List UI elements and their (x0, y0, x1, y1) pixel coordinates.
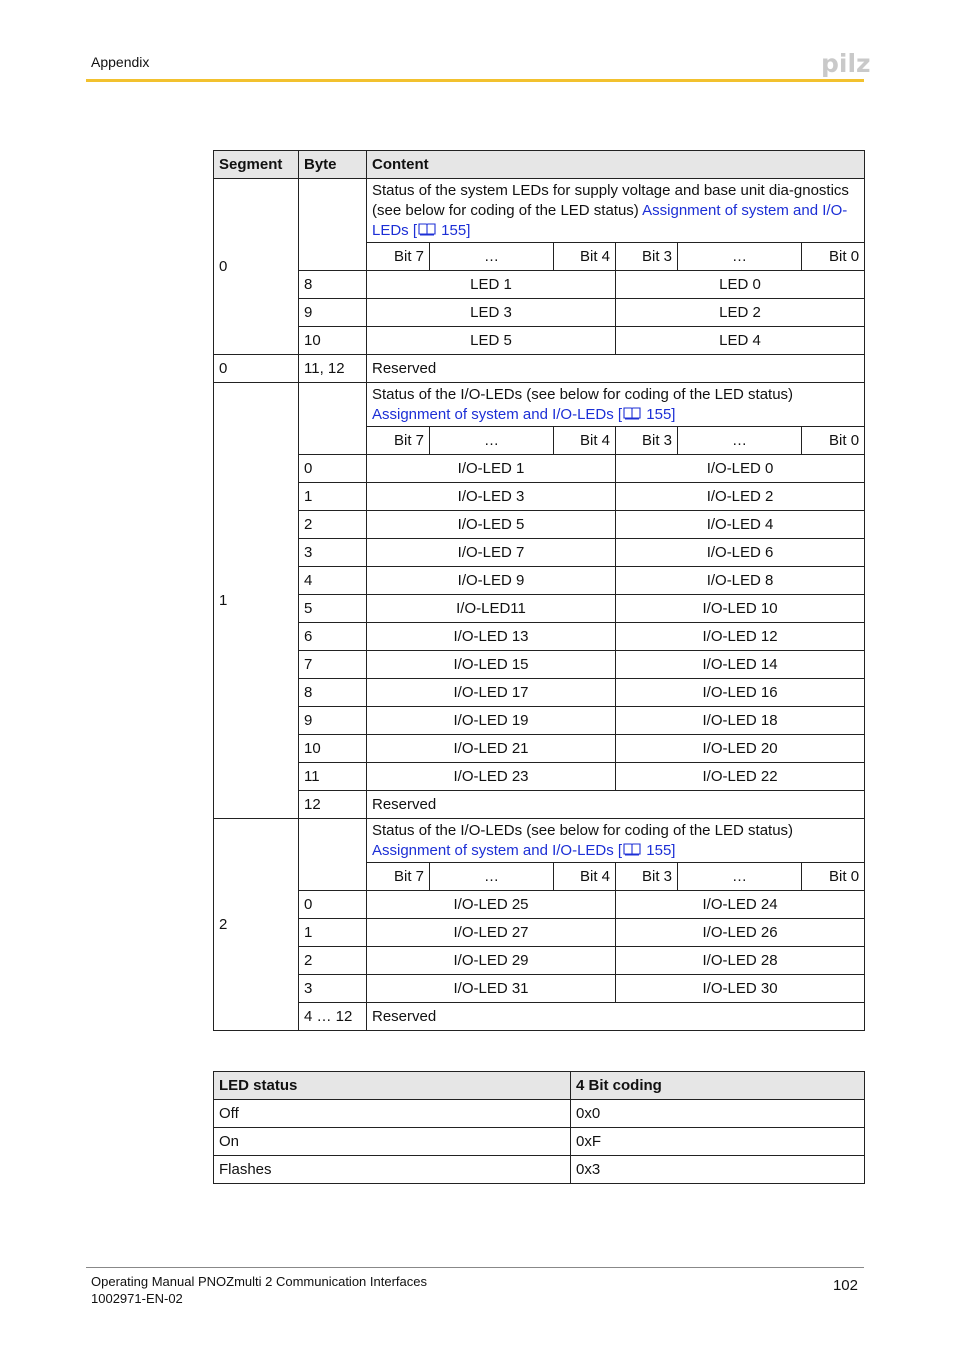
bit-label: Bit 0 (802, 243, 865, 271)
led-low-nibble: I/O-LED 0 (616, 455, 865, 483)
byte-cell: 3 (299, 539, 367, 567)
bit-label: Bit 7 (367, 243, 430, 271)
bit-label: Bit 3 (616, 863, 678, 891)
segment-description-row (214, 179, 865, 243)
led-low-nibble: I/O-LED 4 (616, 511, 865, 539)
led-high-nibble: LED 3 (367, 299, 616, 327)
bit-label: … (678, 243, 802, 271)
led-row (214, 483, 865, 511)
bit-label: Bit 7 (367, 863, 430, 891)
book-icon (623, 407, 641, 420)
led-row (214, 567, 865, 595)
segment-cell: 1 (214, 383, 299, 819)
led-high-nibble: I/O-LED 23 (367, 763, 616, 791)
table-header-row (214, 151, 865, 179)
led-row (214, 271, 865, 299)
book-icon (623, 843, 641, 856)
bit-label: Bit 4 (554, 243, 616, 271)
column-header: Segment (214, 151, 299, 179)
assignment-link[interactable] (372, 842, 675, 859)
reserved-row (214, 1003, 865, 1031)
bit-label: … (678, 427, 802, 455)
led-low-nibble: I/O-LED 6 (616, 539, 865, 567)
reserved-row (214, 791, 865, 819)
header-rule (86, 79, 864, 82)
led-high-nibble: I/O-LED 13 (367, 623, 616, 651)
led-high-nibble: I/O-LED 29 (367, 947, 616, 975)
led-high-nibble: I/O-LED 27 (367, 919, 616, 947)
byte-cell: 0 (299, 455, 367, 483)
pilz-logo: pilz (821, 49, 871, 78)
byte-cell: 1 (299, 919, 367, 947)
led-row (214, 539, 865, 567)
segment-description-row (214, 383, 865, 427)
led-row (214, 919, 865, 947)
description-text: Status of the system LEDs for supply voltage and base unit dia-gnostics (see below for coding of the LED status) (372, 182, 849, 219)
led-high-nibble: I/O-LED 19 (367, 707, 616, 735)
bit-label: Bit 3 (616, 243, 678, 271)
led-low-nibble: I/O-LED 10 (616, 595, 865, 623)
led-high-nibble: I/O-LED 21 (367, 735, 616, 763)
byte-cell: 8 (299, 271, 367, 299)
led-low-nibble: I/O-LED 2 (616, 483, 865, 511)
assignment-link[interactable] (372, 406, 675, 423)
reserved-cell: Reserved (367, 1003, 865, 1031)
column-header: LED status (214, 1072, 571, 1100)
led-high-nibble: I/O-LED 3 (367, 483, 616, 511)
footer-doc-number: 1002971-EN-02 (91, 1291, 183, 1306)
link-page-ref: 155] (642, 406, 676, 423)
table-header-row (214, 1072, 865, 1100)
bit-label: Bit 7 (367, 427, 430, 455)
segment-byte-table (213, 150, 865, 1031)
byte-cell: 2 (299, 511, 367, 539)
segment-cell: 0 (214, 179, 299, 355)
byte-cell: 9 (299, 299, 367, 327)
segment-cell: 0 (214, 355, 299, 383)
page-number: 102 (832, 1277, 858, 1294)
bit-label: … (430, 427, 554, 455)
led-low-nibble: I/O-LED 30 (616, 975, 865, 1003)
led-low-nibble: I/O-LED 8 (616, 567, 865, 595)
byte-cell: 1 (299, 483, 367, 511)
led-row (214, 455, 865, 483)
link-text: Assignment of system and I/O-LEDs [ (372, 202, 848, 239)
bit-label: Bit 0 (802, 427, 865, 455)
byte-cell: 2 (299, 947, 367, 975)
segment-description (367, 179, 865, 243)
segment-description (367, 819, 865, 863)
bit-coding-cell: 0x0 (571, 1100, 865, 1128)
led-low-nibble: I/O-LED 22 (616, 763, 865, 791)
led-high-nibble: I/O-LED 17 (367, 679, 616, 707)
empty-byte-cell (299, 179, 367, 271)
byte-cell: 11 (299, 763, 367, 791)
led-status-cell: Flashes (214, 1156, 571, 1184)
led-high-nibble: I/O-LED 31 (367, 975, 616, 1003)
bit-label: … (678, 863, 802, 891)
byte-cell: 8 (299, 679, 367, 707)
led-low-nibble: I/O-LED 28 (616, 947, 865, 975)
led-high-nibble: I/O-LED11 (367, 595, 616, 623)
bit-label: Bit 3 (616, 427, 678, 455)
led-row (214, 707, 865, 735)
bit-label: Bit 4 (554, 427, 616, 455)
led-high-nibble: LED 5 (367, 327, 616, 355)
byte-cell: 6 (299, 623, 367, 651)
description-text: Status of the I/O-LEDs (see below for coding of the LED status) (372, 386, 794, 403)
led-low-nibble: I/O-LED 20 (616, 735, 865, 763)
led-status-cell: On (214, 1128, 571, 1156)
byte-cell: 4 … 12 (299, 1003, 367, 1031)
byte-cell: 5 (299, 595, 367, 623)
running-header-section: Appendix (91, 54, 150, 70)
footer-left (91, 1273, 427, 1307)
led-high-nibble: I/O-LED 9 (367, 567, 616, 595)
segment-description-row (214, 819, 865, 863)
empty-byte-cell (299, 383, 367, 455)
led-row (214, 595, 865, 623)
led-row (214, 947, 865, 975)
led-high-nibble: I/O-LED 7 (367, 539, 616, 567)
bit-label: … (430, 243, 554, 271)
byte-cell: 0 (299, 891, 367, 919)
led-row (214, 679, 865, 707)
bit-label: Bit 4 (554, 863, 616, 891)
led-low-nibble: I/O-LED 26 (616, 919, 865, 947)
led-row (214, 763, 865, 791)
empty-byte-cell (299, 819, 367, 891)
bit-coding-cell: 0xF (571, 1128, 865, 1156)
status-row (214, 1100, 865, 1128)
led-row (214, 651, 865, 679)
led-high-nibble: I/O-LED 15 (367, 651, 616, 679)
status-row (214, 1156, 865, 1184)
led-row (214, 623, 865, 651)
byte-cell: 12 (299, 791, 367, 819)
led-low-nibble: I/O-LED 16 (616, 679, 865, 707)
led-row (214, 735, 865, 763)
led-row (214, 511, 865, 539)
led-low-nibble: I/O-LED 18 (616, 707, 865, 735)
byte-cell: 9 (299, 707, 367, 735)
reserved-row (214, 355, 865, 383)
book-icon (418, 223, 436, 236)
led-status-cell: Off (214, 1100, 571, 1128)
column-header: 4 Bit coding (571, 1072, 865, 1100)
footer-title: Operating Manual PNOZmulti 2 Communication Interfaces (91, 1274, 427, 1289)
byte-cell: 4 (299, 567, 367, 595)
led-low-nibble: LED 0 (616, 271, 865, 299)
byte-cell: 7 (299, 651, 367, 679)
reserved-cell: Reserved (367, 355, 865, 383)
led-low-nibble: I/O-LED 24 (616, 891, 865, 919)
column-header: Byte (299, 151, 367, 179)
led-row (214, 327, 865, 355)
link-page-ref: 155] (642, 842, 676, 859)
description-text: Status of the I/O-LEDs (see below for coding of the LED status) (372, 822, 794, 839)
led-row (214, 891, 865, 919)
segment-description (367, 383, 865, 427)
led-row (214, 299, 865, 327)
link-text: Assignment of system and I/O-LEDs [ (372, 842, 623, 859)
led-low-nibble: LED 2 (616, 299, 865, 327)
link-text: Assignment of system and I/O-LEDs [ (372, 406, 623, 423)
led-high-nibble: I/O-LED 5 (367, 511, 616, 539)
led-high-nibble: LED 1 (367, 271, 616, 299)
led-low-nibble: I/O-LED 12 (616, 623, 865, 651)
led-low-nibble: I/O-LED 14 (616, 651, 865, 679)
bit-label: Bit 0 (802, 863, 865, 891)
led-high-nibble: I/O-LED 25 (367, 891, 616, 919)
led-status-table (213, 1071, 865, 1184)
status-row (214, 1128, 865, 1156)
bit-label: … (430, 863, 554, 891)
led-row (214, 975, 865, 1003)
led-low-nibble: LED 4 (616, 327, 865, 355)
byte-cell: 3 (299, 975, 367, 1003)
column-header: Content (367, 151, 865, 179)
byte-cell: 10 (299, 735, 367, 763)
segment-cell: 2 (214, 819, 299, 1031)
byte-cell: 11, 12 (299, 355, 367, 383)
byte-cell: 10 (299, 327, 367, 355)
footer-rule (86, 1267, 864, 1268)
led-high-nibble: I/O-LED 1 (367, 455, 616, 483)
reserved-cell: Reserved (367, 791, 865, 819)
bit-coding-cell: 0x3 (571, 1156, 865, 1184)
link-page-ref: 155] (437, 222, 471, 239)
